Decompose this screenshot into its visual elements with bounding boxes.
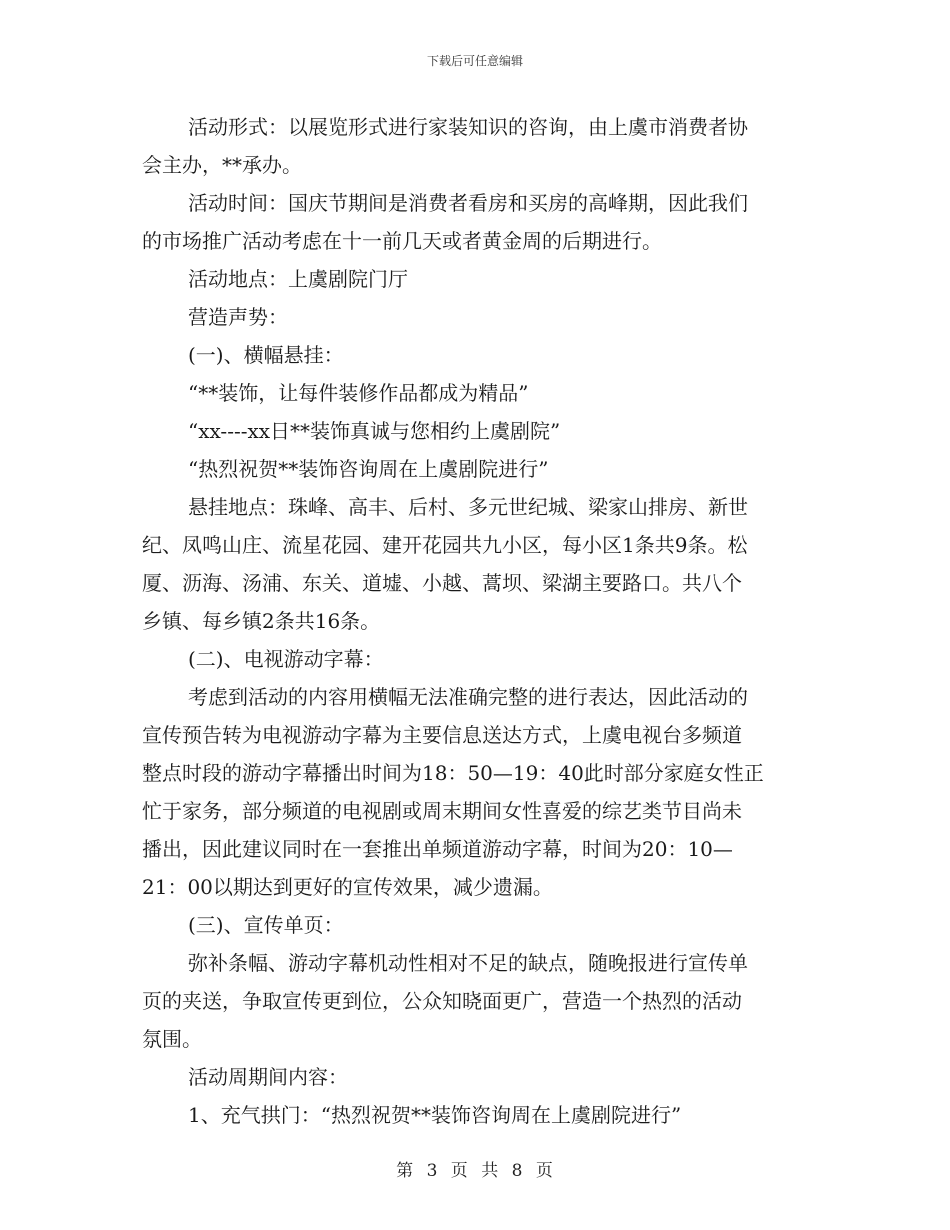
- paragraph-line: 考虑到活动的内容用横幅无法准确完整的进行表达，因此活动的: [188, 685, 748, 709]
- footer-page-number: 3: [426, 1161, 439, 1181]
- document-body: [142, 108, 814, 1134]
- paragraph-line: 活动时间：国庆节期间是消费者看房和买房的高峰期，因此我们: [188, 191, 748, 215]
- paragraph-line: 乡镇、每乡镇2条共16条。: [142, 609, 381, 633]
- footer-suffix: 页: [535, 1161, 554, 1181]
- paragraph-line: 宣传预告转为电视游动字幕为主要信息送达方式，上虞电视台多频道: [142, 723, 742, 747]
- paragraph-line: 厦、沥海、汤浦、东关、道墟、小越、蒿坝、梁湖主要路口。共八个: [142, 571, 742, 595]
- paragraph-line: 悬挂地点：珠峰、高丰、后村、多元世纪城、梁家山排房、新世: [188, 495, 748, 519]
- paragraph-line: 活动周期间内容：: [188, 1065, 348, 1089]
- paragraph-line: (三)、宣传单页：: [188, 913, 344, 937]
- paragraph-line: 弥补条幅、游动字幕机动性相对不足的缺点，随晚报进行宣传单: [188, 951, 748, 975]
- paragraph-line: 活动地点：上虞剧院门厅: [188, 267, 408, 291]
- paragraph-line: “热烈祝贺**装饰咨询周在上虞剧院进行”: [188, 457, 549, 481]
- footer-page-word: 页: [450, 1161, 469, 1181]
- paragraph-line: 会主办，**承办。: [142, 153, 302, 177]
- paragraph-line: 播出，因此建议同时在一套推出单频道游动字幕，时间为20：10—: [142, 837, 733, 861]
- footer-total-pages: 8: [511, 1161, 524, 1181]
- paragraph-line: 页的夹送，争取宣传更到位，公众知晓面更广，营造一个热烈的活动: [142, 989, 742, 1013]
- paragraph-line: “xx----xx日**装饰真诚与您相约上虞剧院”: [188, 419, 561, 443]
- paragraph-line: (二)、电视游动字幕：: [188, 647, 384, 671]
- paragraph-line: 营造声势：: [188, 305, 288, 329]
- paragraph-line: (一)、横幅悬挂：: [188, 343, 344, 367]
- paragraph-line: 氛围。: [142, 1027, 202, 1051]
- paragraph-line: 忙于家务，部分频道的电视剧或周末期间女性喜爱的综艺类节目尚未: [142, 799, 742, 823]
- footer-total-word: 共: [481, 1161, 500, 1181]
- footer-prefix: 第: [396, 1161, 415, 1181]
- paragraph-line: 整点时段的游动字幕播出时间为18：50—19：40此时部分家庭女性正: [142, 761, 764, 785]
- page-header-note: 下载后可任意编辑: [426, 54, 523, 68]
- paragraph-line: 21：00以期达到更好的宣传效果，减少遗漏。: [142, 875, 553, 899]
- page-footer: [0, 1156, 950, 1181]
- paragraph-line: 1、充气拱门：“热烈祝贺**装饰咨询周在上虞剧院进行”: [188, 1103, 682, 1127]
- paragraph-line: “**装饰，让每件装修作品都成为精品”: [188, 381, 529, 405]
- paragraph-line: 活动形式：以展览形式进行家装知识的咨询，由上虞市消费者协: [188, 115, 748, 139]
- paragraph-line: 的市场推广活动考虑在十一前几天或者黄金周的后期进行。: [142, 229, 662, 253]
- paragraph-line: 纪、凤鸣山庄、流星花园、建开花园共九小区，每小区1条共9条。松: [142, 533, 748, 557]
